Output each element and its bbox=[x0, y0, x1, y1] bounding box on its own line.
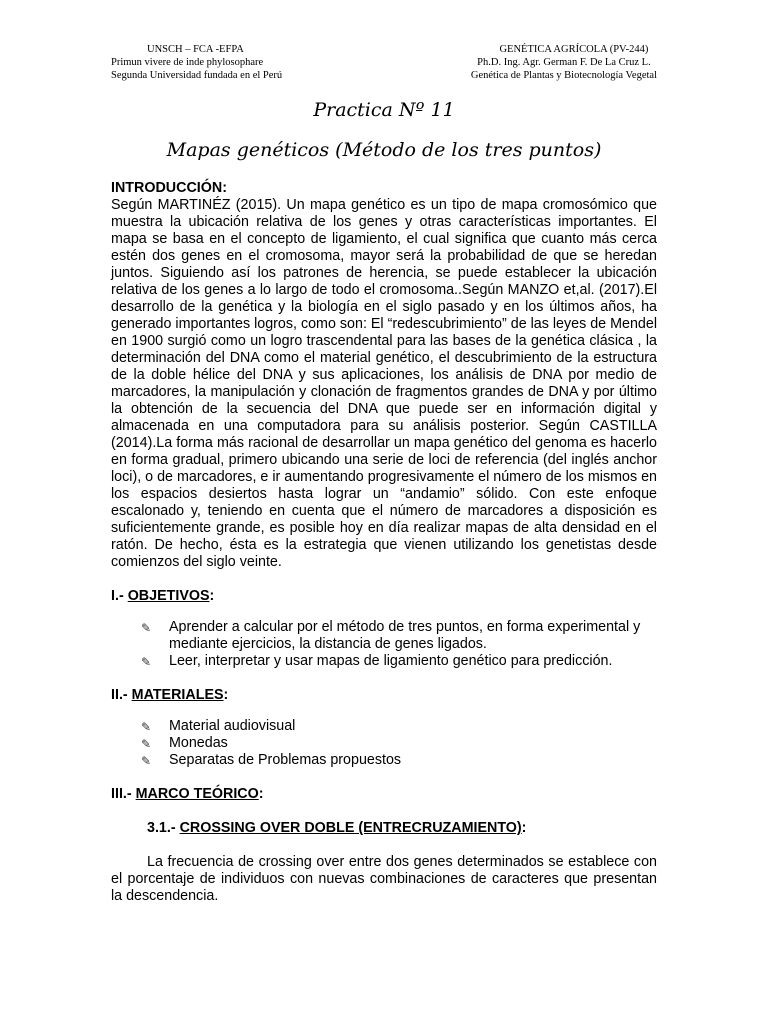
intro-paragraph: Según MARTINÉZ (2015). Un mapa genético es un tipo de mapa cromosómico que muestra la ubicación relativa de los genes y otras características importantes. El mapa se basa en el concepto de ligamiento, el cual significa que cuanto más cerca estén dos genes en el cromosoma, mayor será la probabilidad de que se heredan juntos. Siguiendo así los patrones de herencia, se puede establecer la ubicación relativa de los genes a lo largo de todo el cromosoma..Según MANZO et,al. (2017).El desarrollo de la genética y la biología en el siglo pasado y en los últimos años, ha generado importantes logros, como son: El “redescubrimiento” de las leyes de Mendel en 1900 surgió como un logro trascendental para las bases de la genética clásica , la determinación del DNA como el material genético, el descubrimiento de la estructura de la doble hélice del DNA y sus aplicaciones, los análisis de DNA por medio de marcadores, la manipulación y clonación de fragmentos grandes de DNA y por último la obtención de la secuencia del DNA que puede ser en información digital y almacenada en una computadora para su análisis posterior. Según CASTILLA (2014).La forma más racional de desarrollar un mapa genético del genoma es hacerlo en forma gradual, primero ubicando una serie de loci de referencia (del inglés anchor loci), o de marcadores, e ir aumentando progresivamente el número de los mismos en los espacios desiertos hasta lograr un “andamio” sólido. Con este enfoque escalonado y, teniendo en cuenta que el número de marcadores a disposición es suficientemente grande, es posible hoy en día realizar mapas de alta densidad en el ratón. De hecho, ésta es la estrategia que vienen utilizando los genetistas desde comienzos del siglo veinte. bbox=[111, 197, 657, 570]
objetivos-prefix: I.- bbox=[111, 588, 128, 604]
pencil-icon: ✎ bbox=[141, 655, 152, 669]
header-left-line-2: Primun vivere de inde phylosophare bbox=[111, 57, 264, 68]
pencil-icon: ✎ bbox=[141, 754, 152, 768]
list-item-text: Separatas de Problemas propuestos bbox=[169, 752, 402, 768]
list-item-text: Monedas bbox=[169, 735, 228, 751]
list-item bbox=[141, 653, 657, 670]
list-item bbox=[141, 619, 657, 653]
title-block bbox=[0, 96, 768, 164]
header-left-line-1: UNSCH – FCA -EFPA bbox=[147, 44, 244, 55]
materiales-list bbox=[111, 718, 657, 769]
list-item bbox=[141, 752, 657, 769]
objetivos-heading bbox=[111, 588, 657, 605]
intro-heading: INTRODUCCIÓN: bbox=[111, 180, 227, 196]
document-body bbox=[111, 180, 657, 905]
page-subtitle: Mapas genéticos (Método de los tres puntos) bbox=[166, 139, 602, 161]
materiales-title: MATERIALES bbox=[131, 687, 224, 703]
materiales-colon: : bbox=[223, 687, 229, 703]
objetivos-title: OBJETIVOS bbox=[127, 588, 210, 604]
materiales-heading bbox=[111, 687, 657, 704]
header-right-line-1: GENÉTICA AGRÍCOLA (PV-244) bbox=[499, 44, 649, 55]
header-left-line-3: Segunda Universidad fundada en el Perú bbox=[111, 70, 283, 81]
list-item-text: Material audiovisual bbox=[169, 718, 296, 734]
pencil-icon: ✎ bbox=[141, 720, 152, 734]
list-item-text: Aprender a calcular por el método de tres puntos, en forma experimental y mediante ejercicios, la distancia de genes ligados. bbox=[169, 619, 641, 652]
crossing-over-title: CROSSING OVER DOBLE (ENTRECRUZAMIENTO) bbox=[179, 820, 522, 836]
crossing-over-colon: : bbox=[521, 820, 527, 836]
marco-colon: : bbox=[258, 786, 264, 802]
page-title: Practica Nº 11 bbox=[313, 99, 455, 121]
crossing-over-heading bbox=[111, 820, 657, 837]
marco-heading bbox=[111, 786, 657, 803]
list-item bbox=[141, 718, 657, 735]
pencil-icon: ✎ bbox=[141, 621, 152, 635]
header-left bbox=[111, 43, 282, 82]
crossing-over-paragraph: La frecuencia de crossing over entre dos genes determinados se establece con el porcentaje de individuos con nuevas combinaciones de caracteres que presentan la descendencia. bbox=[111, 854, 657, 904]
header-right-line-2: Ph.D. Ing. Agr. German F. De La Cruz L. bbox=[477, 57, 651, 68]
marco-prefix: III.- bbox=[111, 786, 136, 802]
list-item bbox=[141, 735, 657, 752]
marco-title: MARCO TEÓRICO bbox=[135, 786, 259, 802]
objetivos-list bbox=[111, 619, 657, 670]
header-right-line-3: Genética de Plantas y Biotecnología Vegetal bbox=[470, 70, 657, 81]
header-right bbox=[471, 43, 657, 82]
crossing-over-prefix: 3.1.- bbox=[147, 820, 180, 836]
pencil-icon: ✎ bbox=[141, 737, 152, 751]
list-item-text: Leer, interpretar y usar mapas de ligamiento genético para predicción. bbox=[169, 653, 613, 669]
objetivos-colon: : bbox=[209, 588, 215, 604]
materiales-prefix: II.- bbox=[111, 687, 132, 703]
